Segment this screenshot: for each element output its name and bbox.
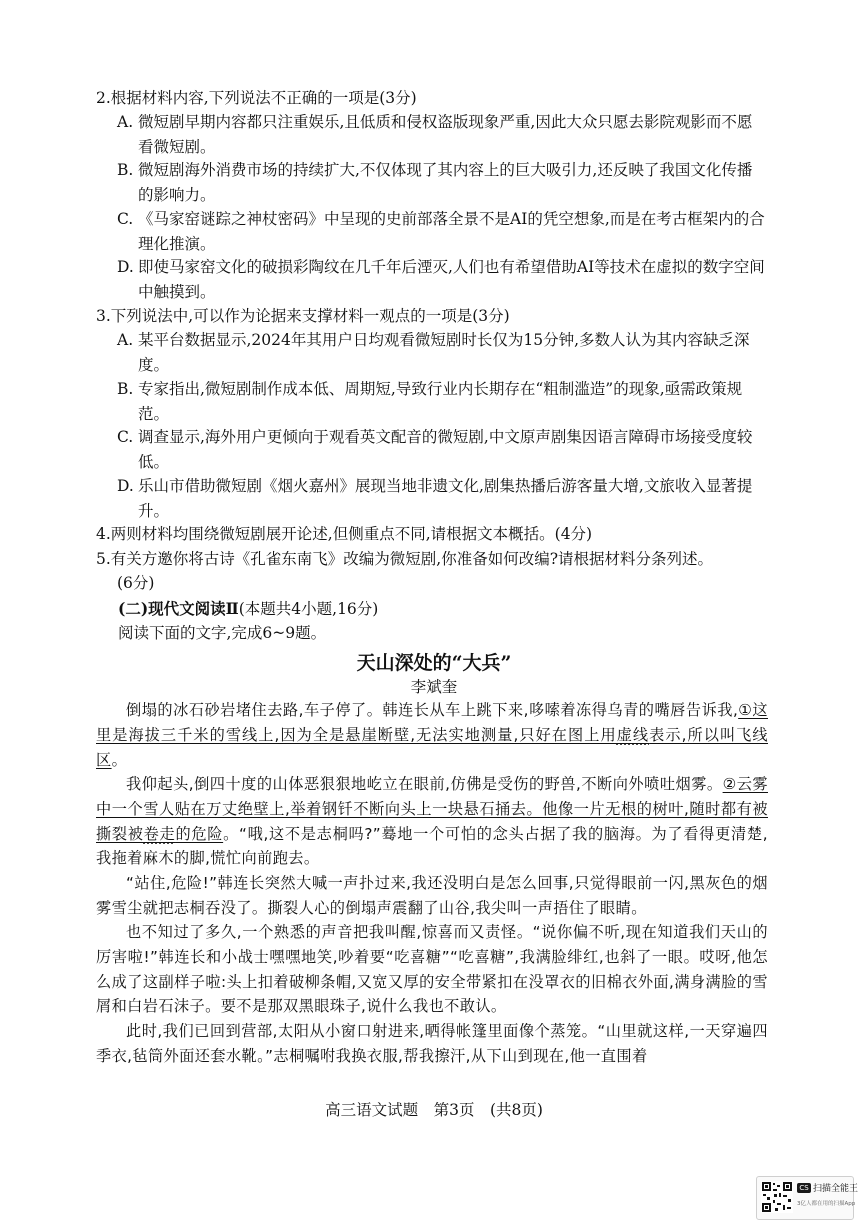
question-2-option-d xyxy=(117,255,767,304)
option-text: 即使马家窑文化的破损彩陶纹在几千年后湮灭,人们也有希望借助AI等技术在虚拟的数字空间中触摸到。 xyxy=(138,258,765,301)
option-text: 微短剧早期内容都只注重娱乐,且低质和侵权盗版现象严重,因此大众只愿去影院观影而不愿看微短剧。 xyxy=(138,113,753,156)
footer-page: 第3页 xyxy=(433,1101,475,1119)
section-instruction: 阅读下面的文字,完成6~9题。 xyxy=(118,624,327,642)
paragraph-text: 我仰起头,倒四十度的山体恶狠狠地屹立在眼前,仿佛是受伤的野兽,不断向外喷吐烟雾。 xyxy=(126,775,723,793)
option-letter: C. xyxy=(117,210,134,228)
option-letter: B. xyxy=(117,161,134,179)
option-letter: A. xyxy=(117,113,134,131)
question-5-line-1: 5.有关方邀你将古诗《孔雀东南飞》改编为微短剧,你准备如何改编?请根据材料分条列述。 xyxy=(96,550,714,568)
option-text: 专家指出,微短剧制作成本低、周期短,导致行业内长期存在“粗制滥造”的现象,亟需政策规范。 xyxy=(138,380,743,423)
underlined-text: 表示,所以叫飞线区 xyxy=(96,725,768,769)
paragraph-text: 。 xyxy=(111,750,128,769)
qr-code-icon xyxy=(761,1181,793,1213)
option-text: 某平台数据显示,2024年其用户日均观看微短剧时长仅为15分钟,多数人认为其内容缺乏深度。 xyxy=(138,331,750,374)
footer-subject: 高三语文试题 xyxy=(325,1101,419,1119)
page-footer xyxy=(0,1098,868,1120)
story-author: 李斌奎 xyxy=(410,678,458,696)
section-heading-note: (本题共4小题,16分) xyxy=(238,600,379,618)
question-4: 4.两则材料均围绕微短剧展开论述,但侧重点不同,请根据文本概括。(4分) xyxy=(96,525,593,543)
story-paragraph-5: 此时,我们已回到营部,太阳从小窗口射进来,晒得帐篷里面像个蒸笼。“山里就这样,一天穿遍四季衣,毡筒外面还套水靴。”志桐嘱咐我换衣服,帮我擦汗,从下山到现在,他一直围着 xyxy=(96,1022,768,1065)
scanner-tagline: 3亿人都在用的扫描App xyxy=(797,1201,856,1207)
emphasized-word: 虚线 xyxy=(616,725,650,744)
story-paragraph-1 xyxy=(96,698,768,772)
underlined-text: ②云雾中一个雪人贴在万丈绝壁上,举着钢钎不断向头上一块悬石捅去。他像一片无根的树叶,随时都有被撕裂被 xyxy=(96,775,768,843)
option-letter: D. xyxy=(117,258,134,276)
paragraph-text: 倒塌的冰石砂岩堵住去路,车子停了。韩连长从车上跳下来,哆嗦着冻得乌青的嘴唇告诉我, xyxy=(126,701,739,719)
underlined-text: 的危险 xyxy=(175,824,224,843)
question-2-stem: 2.根据材料内容,下列说法不正确的一项是(3分) xyxy=(96,89,417,107)
option-letter: C. xyxy=(117,428,134,446)
option-letter: D. xyxy=(117,477,134,495)
scanner-watermark xyxy=(756,1176,859,1220)
question-2-option-b xyxy=(117,158,767,207)
option-text: 微短剧海外消费市场的持续扩大,不仅体现了其内容上的巨大吸引力,还反映了我国文化传播的影响力。 xyxy=(138,161,753,204)
story-title: 天山深处的“大兵” xyxy=(356,652,512,674)
footer-total: (共8页) xyxy=(489,1101,543,1119)
scanner-app-name: 扫描全能王 xyxy=(813,1184,859,1194)
option-text: 《马家窑谜踪之神杖密码》中呈现的史前部落全景不是AI的凭空想象,而是在考古框架内的合理化推演。 xyxy=(138,210,765,253)
paragraph-text: 。“哦,这不是志桐吗?”蓦地一个可怕的念头占据了我的脑海。为了看得更清楚,我拖着麻木的脚,慌忙向前跑去。 xyxy=(96,824,768,868)
question-3-option-b xyxy=(117,377,767,426)
section-heading-title: (二)现代文阅读Ⅱ xyxy=(118,599,239,618)
option-text: 乐山市借助微短剧《烟火嘉州》展现当地非遗文化,剧集热播后游客量大增,文旅收入显著提升。 xyxy=(138,477,753,520)
story-paragraph-4: 也不知过了多久,一个熟悉的声音把我叫醒,惊喜而又责怪。“说你偏不听,现在知道我们天山的厉害啦!”韩连长和小战士嘿嘿地笑,吵着要“吃喜糖”“吃喜糖”,我满脸绯红,也斜了一眼。哎呀,他怎么成了这副样子啦:头上扣着破柳条帽,又宽又厚的安全带紧扣在没罩衣的旧棉衣外面,满身满脸的雪屑和白岩石沫子。要不是那双黑眼珠子,说什么我也不敢认。 xyxy=(96,923,768,1016)
section-heading xyxy=(118,598,378,620)
option-letter: A. xyxy=(117,331,134,349)
story-paragraph-2 xyxy=(96,772,768,871)
question-3-option-c xyxy=(117,425,767,474)
question-2-option-a xyxy=(117,110,767,159)
question-3-option-a xyxy=(117,328,767,377)
question-5-line-2: (6分) xyxy=(117,574,155,592)
option-letter: B. xyxy=(117,380,134,398)
emphasized-word: 卷走 xyxy=(143,824,176,843)
question-3-stem: 3.下列说法中,可以作为论据来支撑材料一观点的一项是(3分) xyxy=(96,307,510,325)
scanner-logo-icon: CS xyxy=(797,1183,811,1193)
question-2-option-c xyxy=(117,207,767,256)
question-3-option-d xyxy=(117,474,767,523)
underlined-text: ①这里是海拔三千米的雪线上,因为全是悬崖断壁,无法实地测量,只好在图上用 xyxy=(96,701,768,744)
story-paragraph-3: “站住,危险!”韩连长突然大喊一声扑过来,我还没明白是怎么回事,只觉得眼前一闪,黑灰色的烟雾雪尘就把志桐吞没了。撕裂人心的倒塌声震翻了山谷,我尖叫一声捂住了眼睛。 xyxy=(96,874,768,917)
option-text: 调查显示,海外用户更倾向于观看英文配音的微短剧,中文原声剧集因语言障碍市场接受度较低。 xyxy=(138,428,753,471)
